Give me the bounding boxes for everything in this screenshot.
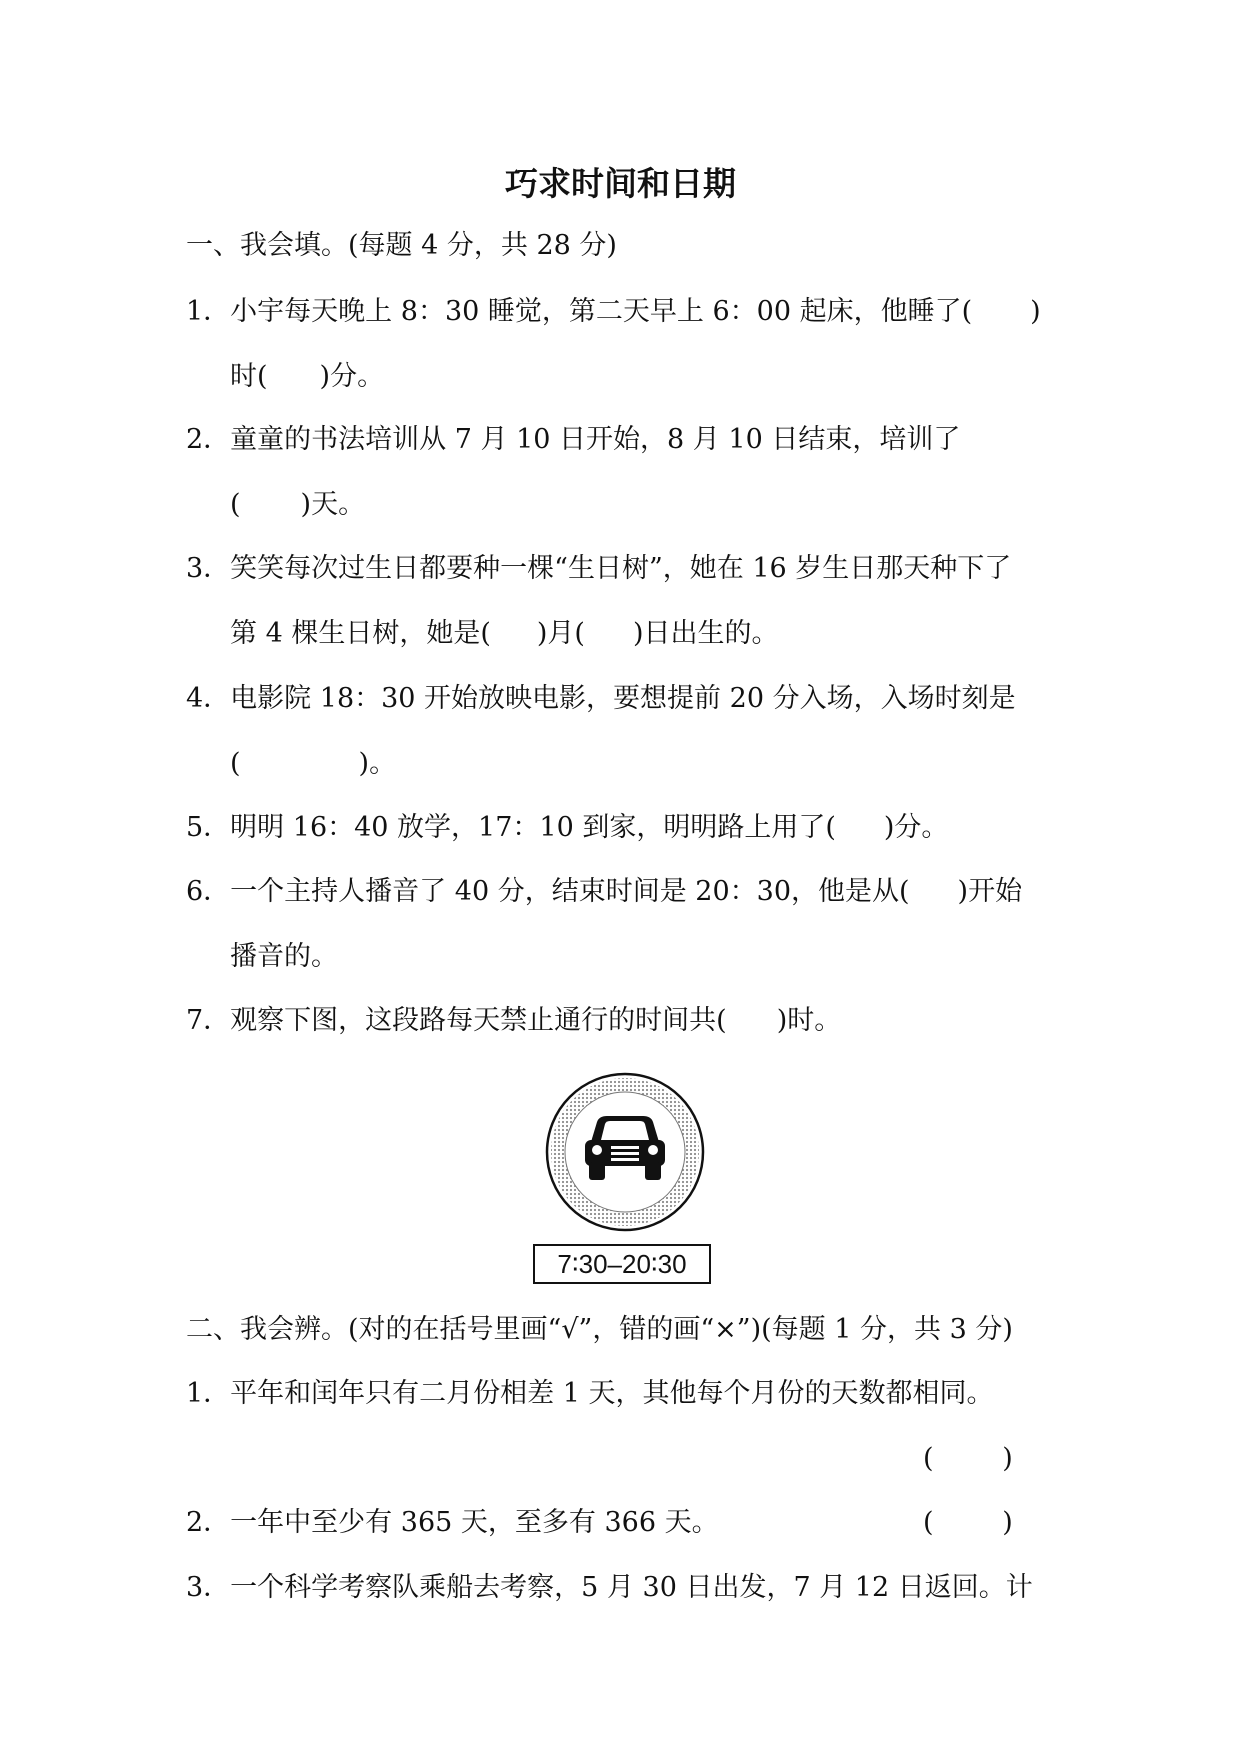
question-3-line2: 第 4 棵生日树，她是( )月( )日出生的。 — [230, 618, 779, 649]
question-1-line1: 1．小宇每天晚上 8：30 睡觉，第二天早上 6：00 起床，他睡了( ) — [186, 296, 1041, 327]
question-2-line2: ( )天。 — [230, 489, 366, 520]
question-4-line2: ( )。 — [230, 748, 397, 779]
question-2-line1: 2．童童的书法培训从 7 月 10 日开始，8 月 10 日结束，培训了 — [186, 424, 961, 455]
judge-answer-paren[interactable]: ( ) — [923, 1507, 1013, 1538]
judge-question-1: 1．平年和闰年只有二月份相差 1 天，其他每个月份的天数都相同。 — [186, 1378, 994, 1409]
question-7-line1: 7．观察下图，这段路每天禁止通行的时间共( )时。 — [186, 1005, 842, 1036]
sign-time-label: 7∶30–20∶30 — [533, 1244, 711, 1284]
question-3-line1: 3．笑笑每次过生日都要种一棵“生日树”，她在 16 岁生日那天种下了 — [186, 553, 1012, 584]
judge-question-2: 2．一年中至少有 365 天，至多有 366 天。 — [186, 1507, 719, 1538]
question-5-line1: 5．明明 16：40 放学，17：10 到家，明明路上用了( )分。 — [186, 812, 949, 843]
section1-heading: 一、我会填。(每题 4 分，共 28 分) — [186, 230, 617, 261]
question-6-line2: 播音的。 — [230, 941, 338, 972]
question-4-line1: 4．电影院 18：30 开始放映电影，要想提前 20 分入场，入场时刻是 — [186, 683, 1016, 714]
no-motor-vehicles-sign — [545, 1072, 705, 1232]
page-title: 巧求时间和日期 — [505, 164, 736, 203]
judge-question-3: 3．一个科学考察队乘船去考察，5 月 30 日出发，7 月 12 日返回。计 — [186, 1572, 1033, 1603]
question-6-line1: 6．一个主持人播音了 40 分，结束时间是 20：30，他是从( )开始 — [186, 876, 1023, 907]
section2-heading: 二、我会辨。(对的在括号里画“√”，错的画“×”)(每题 1 分，共 3 分) — [186, 1314, 1013, 1345]
judge-answer-paren[interactable]: ( ) — [923, 1443, 1013, 1474]
question-1-line2: 时( )分。 — [230, 361, 385, 392]
